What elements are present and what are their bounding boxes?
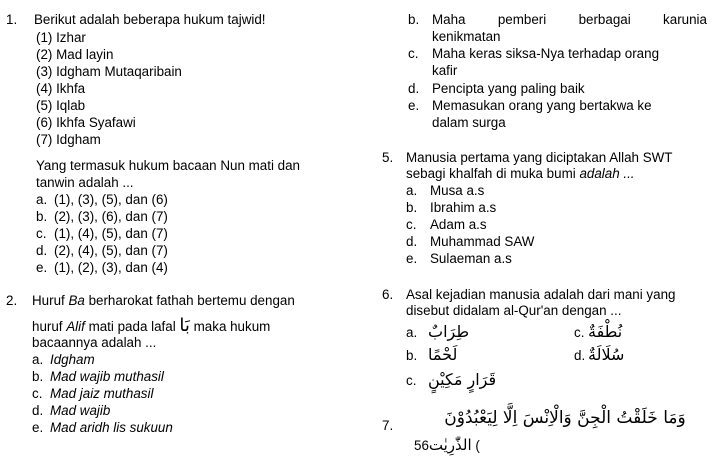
q6-number: 6. [382, 287, 394, 302]
q6-option-c2[interactable]: c. قَرَارٍ مَكِيْنٍ [406, 370, 497, 389]
q1-item: (5) Iqlab [36, 98, 86, 113]
q1-item: (2) Mad layin [36, 47, 114, 62]
q1-number: 1. [6, 12, 18, 27]
q1-option-e[interactable]: e. (1), (2), (3), dan (4) [36, 260, 168, 275]
q1-item: (7) Idgham [36, 132, 101, 147]
q6-option-a[interactable]: a. طِرَابٌ [406, 322, 470, 341]
q-prev-option-c-line2: kafir [432, 63, 458, 78]
q-prev-option-e[interactable]: Memasukan orang yang bertakwa ke [432, 98, 652, 113]
q5-stem-line1: Manusia pertama yang diciptakan Allah SWT [406, 150, 673, 165]
q5-option-d[interactable]: d. Muhammad SAW [406, 234, 535, 249]
q2-option-c[interactable]: c. Mad jaiz muthasil [32, 386, 154, 401]
q2-option-a[interactable]: a. Idgham [32, 352, 95, 367]
q2-option-d[interactable]: d. Mad wajib [32, 403, 111, 418]
q2-option-e[interactable]: e. Mad aridh lis sukuun [32, 420, 173, 435]
q-prev-option-e-line2: dalam surga [432, 115, 506, 130]
q6-option-d[interactable]: d. سُلَالَةٌ [574, 345, 625, 364]
q7-number: 7. [382, 418, 394, 433]
q2-stem-line2: huruf Alif mati pada lafal بَا maka hukum [32, 315, 271, 336]
q7-arabic-verse: وَمَا خَلَقْتُ الْجِنَّ وَالْاِنْسَ اِلَّا لِيَعْبُدُوْنَ [444, 408, 686, 428]
q2-number: 2. [6, 293, 18, 308]
q-prev-option-b[interactable]: Maha pemberi berbagai karunia [432, 12, 707, 27]
q5-option-b[interactable]: b. Ibrahim a.s [406, 200, 497, 215]
q1-item: (1) Izhar [36, 30, 86, 45]
q-prev-option-d[interactable]: Pencipta yang paling baik [432, 81, 585, 96]
q6-option-b[interactable]: b. لَحْمًا [406, 345, 458, 364]
q6-stem-line2: disebut didalam al-Qur'an dengan ... [406, 303, 622, 318]
q1-question-line: tanwin adalah ... [36, 175, 134, 190]
q5-option-a[interactable]: a. Musa a.s [406, 183, 485, 198]
q5-number: 5. [382, 150, 394, 165]
q1-stem: Berikut adalah beberapa hukum tajwid! [34, 12, 266, 27]
q6-option-c[interactable]: c. نُطْفَةٌ [574, 322, 623, 341]
q-prev-option-c-letter: c. [408, 46, 419, 61]
q5-option-e[interactable]: e. Sulaeman a.s [406, 251, 512, 266]
q1-item: (3) Idgham Mutaqaribain [36, 64, 182, 79]
q1-option-b[interactable]: b. (2), (3), (6), dan (7) [36, 209, 168, 224]
q7-surah-reference: الذّٰرِيٰت56 ( [414, 436, 480, 454]
q5-stem-line2: sebagi khalfah di muka bumi adalah ... [406, 166, 635, 181]
q1-option-d[interactable]: d. (2), (4), (5), dan (7) [36, 243, 168, 258]
q1-option-a[interactable]: a. (1), (3), (5), dan (6) [36, 192, 168, 207]
q6-stem-line1: Asal kejadian manusia adalah dari mani yang [406, 287, 676, 302]
q1-question-line: Yang termasuk hukum bacaan Nun mati dan [36, 158, 300, 173]
q-prev-option-e-letter: e. [408, 98, 420, 113]
q1-item: (4) Ikhfa [36, 81, 86, 96]
q-prev-option-c[interactable]: Maha keras siksa-Nya terhadap orang [432, 46, 660, 61]
q-prev-option-b-letter: b. [408, 12, 420, 27]
q-prev-option-b-line2: kenikmatan [432, 29, 501, 44]
q2-arabic-lafal: بَا [179, 315, 190, 336]
q1-item: (6) Ikhfa Syafawi [36, 115, 136, 130]
q2-option-b[interactable]: b. Mad wajib muthasil [32, 369, 164, 384]
q1-option-c[interactable]: c. (1), (4), (5), dan (7) [36, 226, 168, 241]
q2-stem-line1: Huruf Ba berharokat fathah bertemu dengan [32, 293, 295, 308]
q2-stem-line3: bacaannya adalah ... [32, 335, 157, 350]
q5-option-c[interactable]: c. Adam a.s [406, 217, 487, 232]
q-prev-option-d-letter: d. [408, 81, 420, 96]
